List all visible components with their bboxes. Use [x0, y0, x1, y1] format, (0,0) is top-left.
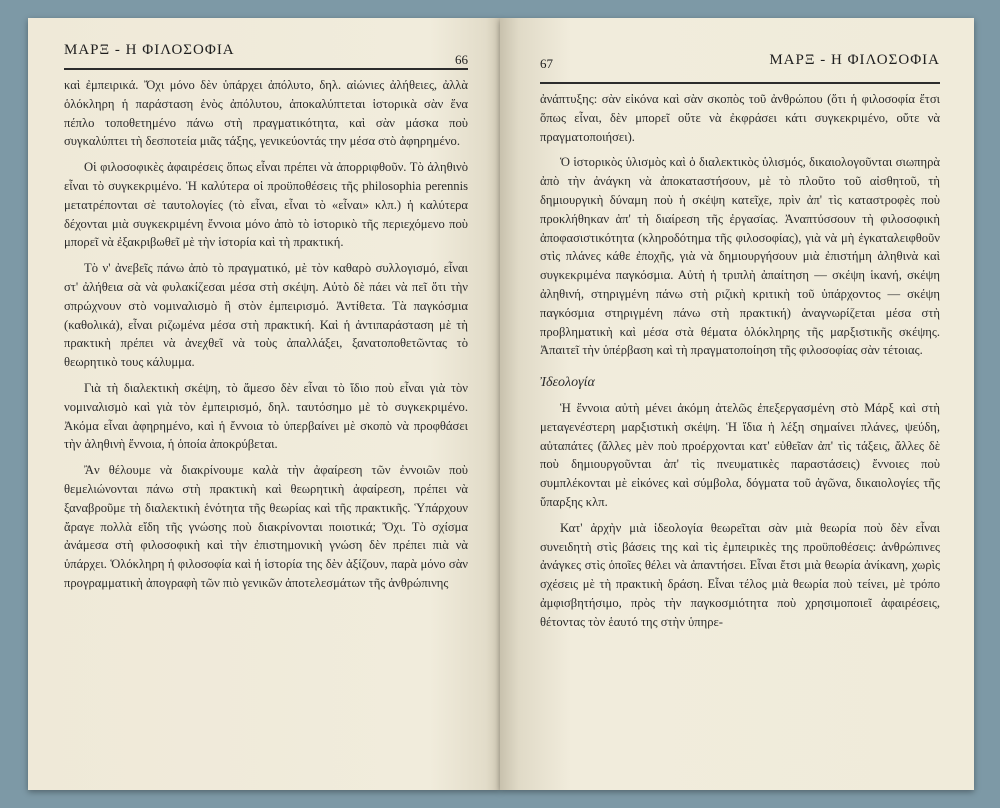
right-body-text: [540, 90, 940, 632]
left-running-title: ΜΑΡΞ - Η ΦΙΛΟΣΟΦΙΑ: [64, 42, 235, 58]
paragraph: Τὸ ν' ἀνεβεῖς πάνω ἀπὸ τὸ πραγματικό, μὲ τὸν καθαρὸ συλλογισμό, εἶναι στ' ἀλήθεια σὰ νὰ φυλακίζεσαι μέσα στὴ σκέψη. Αὐτὸ δὲ πάει νὰ πεῖ ὅτι τὴν σπρώχνουν στὸ νομιναλισμὸ ἢ στὸν ἐμπειρισμό. Ἀντίθετα. Τὰ παγκόσμια (καθολικά), εἶναι ριζωμένα μέσα στὴ πρακτική. Καὶ ἡ ἀντιπαράσταση μὲ τὴ πρακτικὴ πρέπει νὰ ἀνεχθεῖ νὰ τοὺς ἀπαλλάξει, ξανατοποθετῶντας τὸ θεωρητικὸ τους κάλυμμα.: [64, 261, 468, 370]
paragraph: Οἱ φιλοσοφικὲς ἀφαιρέσεις ὅπως εἶναι πρέπει νὰ ἀπορριφθοῦν. Τὸ ἀληθινὸ εἶναι τὸ συγκεκριμένο. Ἡ καλύτερα οἱ προϋποθέσεις τῆς philosophia perennis μετατρέπονται σὲ ταυτολογίες (τὸ εἶναι, εἶναι τὸ «εἶναι» κλπ.) ἡ καλύτερα δέχονται μιὰ συγκεκριμένη ἔννοια μόνο ἀπὸ τὸ ἱστορικὸ τῆς περιεχόμενο ποὺ μπορεῖ νὰ ἐξακριβωθεῖ μὲ τὴν ἱστορία καὶ τὴ πρακτική.: [64, 160, 468, 250]
right-page: [500, 18, 974, 790]
paragraph: Ἂν θέλουμε νὰ διακρίνουμε καλὰ τὴν ἀφαίρεση τῶν ἐννοιῶν ποὺ θεμελιώνονται πάνω στὴ πρακτικὴ καὶ θεωρητικὴ ἀφαίρεση, πρέπει νὰ ξαναβροῦμε τὴ διαλεκτικὴ ἑνότητα τῆς θεωρίας καὶ τῆς πρακτικῆς. Ὑπάρχουν ἄραγε πολλὰ εἴδη τῆς γνώσης ποὺ διακρίνονται ποιοτικά; Ὄχι. Τὸ σχίσμα ἀνάμεσα στὴ φιλοσοφικὴ καὶ τὴν ἐπιστημονικὴ γνώση δὲν πρέπει πιὰ νὰ ὑπάρχει. Ὁλόκληρη ἡ φιλοσοφία καὶ ἡ ἱστορία της δὲν ἀξίζουν, παρὰ μόνο σὰν προγραμματικὴ ἀπογραφὴ τῶν πιὸ γενικῶν ἀποτελεσμάτων τῆς ἀνθρώπινης: [64, 463, 468, 590]
left-page-number: 66: [455, 52, 468, 67]
left-body-text: [64, 76, 468, 593]
left-page-header: [64, 42, 468, 68]
right-page-number: 67: [540, 56, 553, 71]
paragraph: Κατ' ἀρχὴν μιὰ ἰδεολογία θεωρεῖται σὰν μιὰ θεωρία ποὺ δὲν εἶναι συνειδητὴ στὶς βάσεις της καὶ τὶς ἐμπειρικὲς της προϋποθέσεις: ἀνθρώπινες ἀνάγκες στὶς ὁποῖες θέλει νὰ ἀπαντήσει. Εἶναι ἔτσι μιὰ θεωρία ἀνίκανη, χωρὶς σχέσεις μὲ τὴ πρακτικὴ δράση. Εἶναι τέλος μιὰ θεωρία ποὺ τείνει, μὲ τρόπο ἀμφισβητήσιμο, πρὸς τὴν παγκοσμιότητα ποὺ χρησιμοποιεῖ ἀφαιρέσεις, θέτοντας τὸν ἑαυτό της στὴν ὑπηρε-: [540, 520, 940, 629]
paragraph: καὶ ἐμπειρικά. Ὄχι μόνο δὲν ὑπάρχει ἀπόλυτο, δηλ. αἰώνιες ἀλήθειες, ἀλλὰ ὁλόκληρη ἡ παράσταση ἑνὸς ἀπόλυτου, ἀποκαλύπτεται ἱστορικὰ σὰν ἕνα πέπλο τοποθετημένο πάνω στὴ πραγματικότητα, καὶ σὰν μάσκα ποὺ συγκαλύπτει τὴ δεσποτεία μιᾶς τάξης, γενικεύοντάς την μέσα στὸ ἀφηρημένο.: [64, 78, 468, 149]
paragraph: Ἡ ἔννοια αὐτὴ μένει ἀκόμη ἀτελῶς ἐπεξεργασμένη στὸ Μάρξ καὶ στὴ μεταγενέστερη μαρξιστικὴ σκέψη. Ἡ ἴδια ἡ λέξη σημαίνει πλάνες, ψεύδη, αὐταπάτες (ἄλλες μὲν ποὺ προέρχονται κατ' εὐθεῖαν ἀπ' τὶς τάξεις, ἄλλες δὲ ποὺ δημιουργοῦνται ἀπ' τὶς πνευματικὲς παραστάσεις) ἔννοιες ποὺ συμπλέκονται μὲ εἰκόνες καὶ σύμβολα, δόγματα τοῦ ἀγῶνα, δικαιολογίες τῆς ὕπαρξης κλπ.: [540, 400, 940, 509]
left-page: [28, 18, 500, 790]
section-heading: Ἰδεολογία: [540, 375, 595, 391]
right-running-title: ΜΑΡΞ - Η ΦΙΛΟΣΟΦΙΑ: [769, 52, 940, 68]
paragraph: ἀνάπτυξης: σὰν εἰκόνα καὶ σὰν σκοπὸς τοῦ ἀνθρώπου (ὅτι ἡ φιλοσοφία ἔτσι ὅπως εἶναι, δὲν μπορεῖ οὔτε νὰ ἐκφράσει κάτι συγκεκριμένο, οὔτε νὰ πραγματοποιήσει).: [540, 92, 940, 144]
paragraph: Ὁ ἱστορικὸς ὑλισμὸς καὶ ὁ διαλεκτικὸς ὑλισμός, δικαιολογοῦνται σιωπηρὰ ἀπὸ τὴν ἀνάγκη νὰ ἀποκαταστήσουν, μὲ τὸ πλοῦτο τοῦ αἰσθητοῦ, τὴ δημιουργικὴ δύναμη ποὺ ἡ σκέψη κατεῖχε, πρὶν ἀπ' τὶς καταστροφὲς ποὺ προκλήθηκαν ἀπ' τὴ διαίρεση τῆς ἐργασίας. Ἀναπτύσσουν τὴ φιλοσοφικὴ ἀποφασιστικότητα (κληροδότημα τῆς φιλοσοφίας), γιὰ νὰ μὴ ἐγκαταλειφθοῦν στὶς πλάνες κάθε ἐποχῆς, γιὰ νὰ δημιουργήσουν μιὰ ἐπιστήμη ἀληθινὰ καὶ συγκεκριμένα παγκόσμια. Αὐτὴ ἡ τριπλὴ ἀπαίτηση — σκέψη ἱκανή, σκέψη ἀληθινή, στηριγμένη πάνω στὴ ριζικὴ κριτικὴ τοῦ ὑπάρχοντος — σκέψη παγκόσμια στηριγμένη πάνω στὴ πρακτική) ἀναγνωρίζεται μέσα στὴ προβληματικὴ καὶ μέσα στὰ θέματα ὁλόκληρης τῆς μαρξιστικῆς σκέψης. Ἀπαιτεῖ τὴν ὑπέρβαση καὶ τὴ πραγματοποίηση τῆς φιλοσοφίας σὰν τέτοιας.: [540, 155, 940, 358]
left-header-rule: [64, 68, 468, 70]
right-page-header: [540, 52, 940, 90]
paragraph: Γιὰ τὴ διαλεκτικὴ σκέψη, τὸ ἄμεσο δὲν εἶναι τὸ ἴδιο ποὺ εἶναι γιὰ τὸν νομιναλισμὸ καὶ γιὰ τὸν ἐμπειρισμό, δηλ. ταυτόσημο μὲ τὸ συγκεκριμένο. Ἀκόμα εἶναι ἀφηρημένο, καὶ ἡ ἔννοια τὸ ὑπερβαίνει μὲ σκοπὸ νὰ προφθάσει τὴν ἀληθινὴ ἔννοια, ἡ ὁποία ἀποκρύβεται.: [64, 380, 468, 452]
